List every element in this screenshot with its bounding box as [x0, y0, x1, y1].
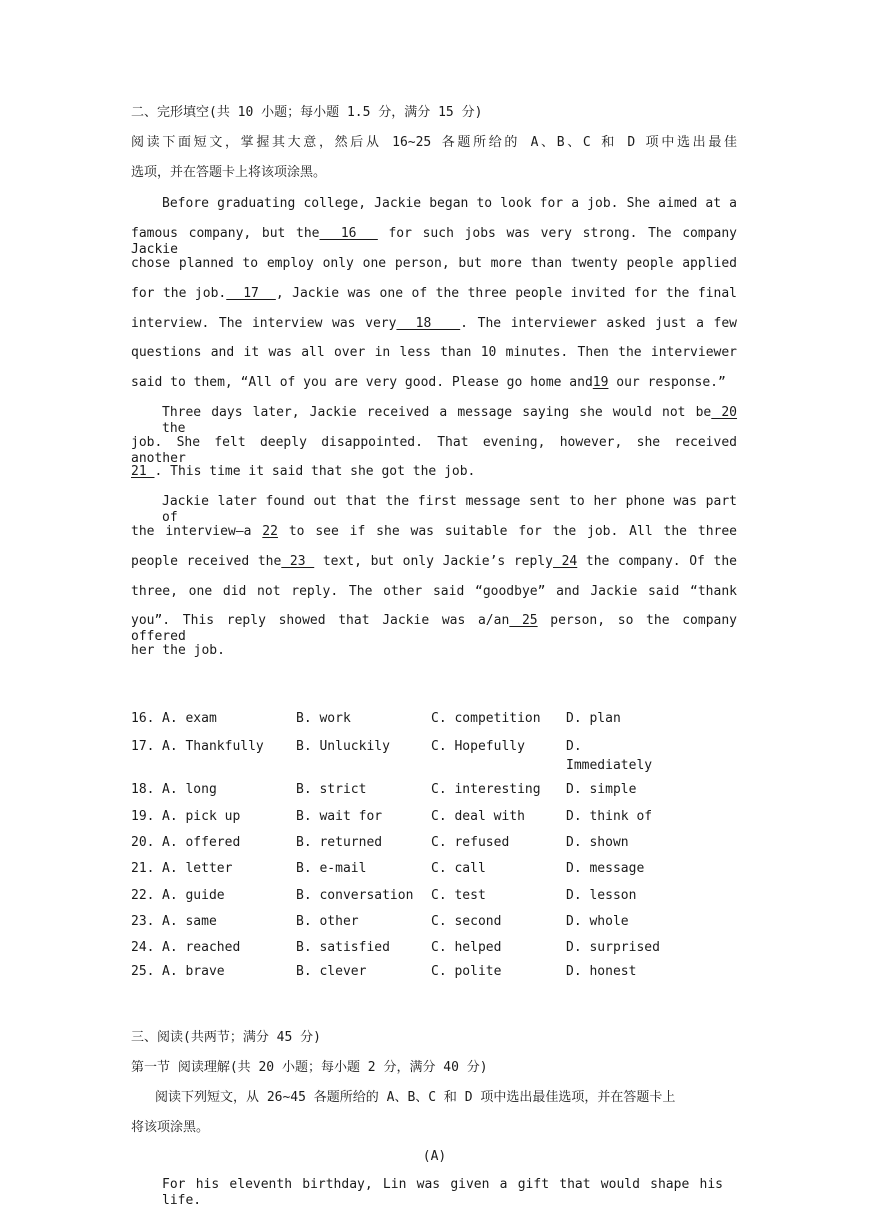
option-c: C. polite — [431, 964, 502, 979]
text-run: , Jackie was one of the three people invited for the final — [275, 286, 737, 301]
option-a: A. same — [162, 914, 217, 929]
option-d: D. message — [566, 861, 645, 876]
option-c: C. interesting — [431, 782, 541, 797]
passage-p3-line1: Jackie later found out that the first message sent to her phone was part of — [162, 494, 737, 525]
section3-instruction-line1: 阅读下列短文，从 26~45 各题所给的 A、B、C 和 D 项中选出最佳选项，并在答题卡上 — [155, 1090, 676, 1105]
text-run: text, but only Jackie’s reply — [314, 554, 553, 569]
option-d: D. lesson — [566, 888, 637, 903]
passage-p2-line2: job. She felt deeply disappointed. That evening, however, she received another — [131, 435, 737, 466]
passage-p1-line7 — [131, 375, 726, 391]
option-d: D. surprised — [566, 940, 660, 955]
question-number: 25. — [131, 964, 155, 979]
option-b: B. e-mail — [296, 861, 367, 876]
option-a: A. letter — [162, 861, 233, 876]
passage-p1-line1: Before graduating college, Jackie began to look for a job. She aimed at a — [162, 196, 737, 211]
passage-a-first-line: For his eleventh birthday, Lin was given a gift that would shape his life. — [162, 1177, 723, 1208]
option-a: A. offered — [162, 835, 241, 850]
option-c: C. second — [431, 914, 502, 929]
option-b: B. Unluckily — [296, 739, 390, 754]
option-b: B. wait for — [296, 809, 383, 824]
option-c: C. helped — [431, 940, 502, 955]
blank-21: 21 — [131, 464, 155, 479]
passage-p1-line5 — [131, 316, 737, 332]
option-b: B. clever — [296, 964, 367, 979]
text-run: interview. The interview was very — [131, 316, 397, 331]
option-b: B. strict — [296, 782, 367, 797]
question-number: 18. — [131, 782, 155, 797]
passage-p1-line2 — [131, 226, 737, 258]
text-run: for the job. — [131, 286, 227, 301]
blank-16: 16 — [319, 226, 378, 241]
text-run: . The interviewer asked just a few — [460, 316, 738, 331]
option-b: B. conversation — [296, 888, 414, 903]
option-a: A. brave — [162, 964, 225, 979]
option-b: B. work — [296, 711, 351, 726]
option-a: A. exam — [162, 711, 217, 726]
blank-20: 20 — [711, 405, 738, 420]
option-b: B. returned — [296, 835, 383, 850]
section3-heading: 三、阅读(共两节；满分 45 分) — [131, 1030, 321, 1045]
option-c: C. Hopefully — [431, 739, 525, 754]
passage-p2-line3 — [131, 464, 475, 480]
question-number: 16. — [131, 711, 155, 726]
passage-p3-line3 — [131, 554, 737, 570]
blank-19: 19 — [592, 375, 609, 390]
question-number: 24. — [131, 940, 155, 955]
option-a: A. pick up — [162, 809, 241, 824]
blank-17: 17 — [226, 286, 276, 301]
passage-p2-line1 — [162, 405, 737, 437]
option-c: C. refused — [431, 835, 510, 850]
blank-24: 24 — [552, 554, 578, 569]
passage-p3-line5 — [131, 613, 737, 645]
text-run: the interview—a — [131, 524, 263, 539]
question-number: 20. — [131, 835, 155, 850]
option-a: A. Thankfully — [162, 739, 264, 754]
option-d: D. — [566, 739, 582, 754]
section2-instruction-line2: 选项，并在答题卡上将该项涂黑。 — [131, 165, 327, 180]
text-run: you”. This reply showed that Jackie was a/an — [131, 613, 510, 628]
option-b: B. satisfied — [296, 940, 390, 955]
passage-p1-line4 — [131, 286, 737, 302]
blank-23: 23 — [281, 554, 315, 569]
section2-heading: 二、完形填空(共 10 小题；每小题 1.5 分，满分 15 分) — [131, 105, 483, 120]
passage-p1-line6: questions and it was all over in less than 10 minutes. Then the interviewer — [131, 345, 737, 360]
text-run: person, so the company offered — [131, 613, 737, 644]
option-d: D. plan — [566, 711, 621, 726]
option-a: A. reached — [162, 940, 241, 955]
text-run: to see if she was suitable for the job. All the three — [277, 524, 737, 539]
text-run: the company. Of the — [577, 554, 737, 569]
option-d: D. shown — [566, 835, 629, 850]
passage-p3-line2 — [131, 524, 737, 540]
passage-p3-line4: three, one did not reply. The other said “goodbye” and Jackie said “thank — [131, 584, 737, 599]
text-run: for such jobs was very strong. The company Jackie — [131, 226, 738, 257]
option-b: B. other — [296, 914, 359, 929]
option-c: C. call — [431, 861, 486, 876]
option-c: C. competition — [431, 711, 541, 726]
passage-label: (A) — [422, 1149, 447, 1164]
passage-p3-line6: her the job. — [131, 643, 225, 658]
option-d: D. simple — [566, 782, 637, 797]
option-d: D. whole — [566, 914, 629, 929]
question-number: 21. — [131, 861, 155, 876]
text-run: our response.” — [608, 375, 726, 390]
question-number: 17. — [131, 739, 155, 754]
text-run: Three days later, Jackie received a message saying she would not be — [162, 405, 712, 420]
question-number: 19. — [131, 809, 155, 824]
text-run: famous company, but the — [131, 226, 320, 241]
section3-instruction-line2: 将该项涂黑。 — [131, 1120, 210, 1135]
option-c: C. deal with — [431, 809, 525, 824]
text-run: the — [162, 421, 186, 436]
blank-22: 22 — [262, 524, 278, 539]
question-number: 22. — [131, 888, 155, 903]
option-c: C. test — [431, 888, 486, 903]
question-number: 23. — [131, 914, 155, 929]
text-run: people received the — [131, 554, 282, 569]
text-run: said to them, “All of you are very good. Please go home and — [131, 375, 593, 390]
option-a: A. guide — [162, 888, 225, 903]
option-d: D. honest — [566, 964, 637, 979]
option-d-wrap: Immediately — [566, 758, 653, 773]
text-run: . This time it said that she got the job. — [154, 464, 476, 479]
blank-25: 25 — [509, 613, 538, 628]
passage-p1-line3: chose planned to employ only one person, but more than twenty people applied — [131, 256, 737, 271]
section2-instruction-line1: 阅读下面短文，掌握其大意，然后从 16~25 各题所给的 A、B、C 和 D 项中选出最佳 — [131, 135, 737, 150]
section3-part1-heading: 第一节 阅读理解(共 20 小题；每小题 2 分，满分 40 分) — [131, 1060, 488, 1075]
blank-18: 18 — [396, 316, 461, 331]
option-d: D. think of — [566, 809, 653, 824]
option-a: A. long — [162, 782, 217, 797]
